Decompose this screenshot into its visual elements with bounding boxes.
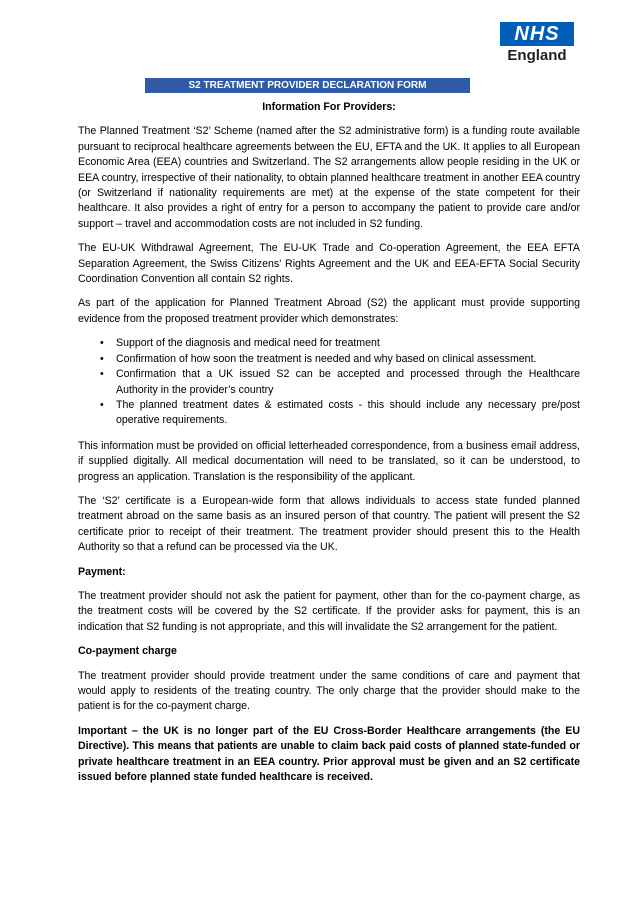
form-title-banner: S2 TREATMENT PROVIDER DECLARATION FORM	[145, 78, 470, 93]
evidence-list	[78, 336, 580, 428]
payment-heading: Payment:	[78, 565, 126, 578]
evidence-paragraph: As part of the application for Planned Treatment Abroad (S2) the applicant must provide supporting evidence from the proposed treatment provider which demonstrates:	[78, 297, 580, 325]
list-item: • Confirmation that a UK issued S2 can be accepted and processed through the Healthcare Authority in the provider’s country	[116, 367, 580, 398]
copayment-heading: Co-payment charge	[78, 645, 177, 658]
document-body	[78, 100, 580, 794]
list-item: • Confirmation of how soon the treatment is needed and why based on clinical assessment.	[116, 352, 580, 367]
nhs-logo-mark: NHS	[500, 22, 574, 46]
nhs-logo-region: England	[507, 47, 567, 64]
intro-paragraph: The Planned Treatment ‘S2’ Scheme (named after the S2 administrative form) is a funding route available pursuant to reciprocal healthcare agreements between the EU, EFTA and the UK. It applies to all European Economic Area (EEA) countries and Switzerland. The S2 arrangements allow people residing in the UK or EEA country, irrespective of their nationality, to obtain planned healthcare treatment in another EEA country (or Switzerland if nationality requirements are met) at the expense of the state competent for their healthcare. It also provides a right of entry for a person to accompany the patient to provide care and/or support – travel and accommodation costs are not included in S2 funding.	[78, 125, 580, 230]
payment-paragraph: The treatment provider should not ask the patient for payment, other than for the co-payment charge, as the treatment costs will be covered by the S2 certificate. If the provider asks for payment, this is an indication that S2 funding is not appropriate, and this will invalidate the S2 arrangement for the patient.	[78, 589, 580, 633]
copayment-paragraph: The treatment provider should provide treatment under the same conditions of care and payment that would apply to residents of the treating country. The only charge that the provider should make to the patient is for the co-payment charge.	[78, 669, 580, 713]
certificate-paragraph: The ‘S2’ certificate is a European-wide form that allows individuals to access state funded planned treatment abroad on the same basis as an insured person of that country. The patient will present the S2 certificate prior to receipt of their treatment. The treatment provider should present this to the Health Authority so that a refund can be processed via the UK.	[78, 494, 580, 554]
important-notice: Important – the UK is no longer part of the EU Cross-Border Healthcare arrangements (the EU Directive). This means that patients are unable to claim back paid costs of planned state-funded or private healthcare treatment in an EEA country. Prior approval must be given and an S2 certificate issued before planned state funded healthcare is received.	[78, 724, 580, 784]
letterhead-paragraph: This information must be provided on official letterheaded correspondence, from a business email address, if supplied digitally. All medical documentation will need to be translated, so it can be understood, to progress an application. Translation is the responsibility of the applicant.	[78, 439, 580, 483]
nhs-england-logo	[500, 22, 574, 65]
section-subtitle: Information For Providers:	[262, 101, 396, 113]
agreements-paragraph: The EU-UK Withdrawal Agreement, The EU-UK Trade and Co-operation Agreement, the EEA EFTA Separation Agreement, the Swiss Citizens’ Rights Agreement and the UK and EEA-EFTA Social Security Coordination Convention all contain S2 rights.	[78, 242, 580, 286]
list-item: • Support of the diagnosis and medical need for treatment	[116, 336, 580, 351]
list-item: • The planned treatment dates & estimated costs - this should include any necessary pre/post operative requirements.	[116, 398, 580, 429]
